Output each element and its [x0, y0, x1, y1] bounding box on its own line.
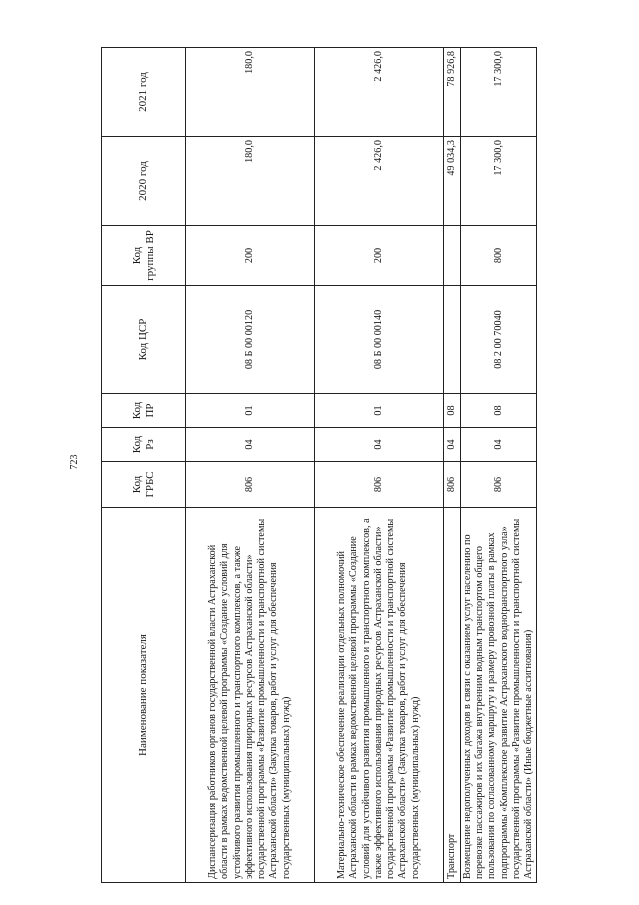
cell-vr [444, 226, 461, 286]
cell-2021: 78 926,8 [444, 48, 461, 137]
cell-name: Транспорт [444, 508, 461, 883]
cell-2020: 180,0 [186, 137, 315, 226]
rotated-table-container [101, 48, 534, 883]
cell-name: Материально-техническое обеспечение реализации отдельных полномочий Астраханской области в рамках ведомственной целевой программы «Создание условий для устойчивого развития промышленного и транспортного комплексов, а также эффективного использования природных ресурсов Астраханской области» государственной программы «Развитие промышленности и транспортной системы Астраханской области» (Закупка товаров, работ и услуг для обеспечения государственных (муниципальных) нужд) [315, 508, 444, 883]
cell-grbs: 806 [444, 462, 461, 508]
cell-2021: 2 426,0 [315, 48, 444, 137]
cell-grbs: 806 [461, 462, 537, 508]
cell-vr: 200 [315, 226, 444, 286]
cell-name: Диспансеризация работников органов государственной власти Астраханской области в рамках ведомственной целевой программы «Создание условий для устойчивого развития промышленного и транспортного комплексов, а также эффективного использования природных ресурсов Астраханской области» государственной программы «Развитие промышленности и транспортной системы Астраханской области» (Закупка товаров, работ и услуг для обеспечения государственных (муниципальных) нужд) [186, 508, 315, 883]
cell-grbs: 806 [315, 462, 444, 508]
cell-2020: 17 300,0 [461, 137, 537, 226]
header-vr: Код группы ВР [102, 226, 186, 286]
table-row [315, 48, 444, 883]
header-grbs: Код ГРБС [102, 462, 186, 508]
cell-rz: 04 [461, 428, 537, 462]
cell-rz: 04 [444, 428, 461, 462]
cell-rz: 04 [186, 428, 315, 462]
table-row [186, 48, 315, 883]
cell-2021: 180,0 [186, 48, 315, 137]
cell-vr: 200 [186, 226, 315, 286]
cell-pr: 08 [444, 394, 461, 428]
cell-csr: 08 2 00 70040 [461, 286, 537, 394]
header-rz: Код Рз [102, 428, 186, 462]
cell-csr [444, 286, 461, 394]
header-pr: Код ПР [102, 394, 186, 428]
cell-pr: 01 [315, 394, 444, 428]
cell-2020: 2 426,0 [315, 137, 444, 226]
cell-name: Возмещение недополученных доходов в связи с оказанием услуг населению по перевозке пассажиров и их багажа внутренним водным транспортом общего пользования по согласованному маршруту и размеру провозной платы в рамках подпрограммы «Комплексное развитие Астраханского водноtранспортного узла» государственной программы «Развитие промышленности и транспортной системы Астраханской области» (Иные бюджетные ассигнования) [461, 508, 537, 883]
cell-pr: 01 [186, 394, 315, 428]
header-2021: 2021 год [102, 48, 186, 137]
header-2020: 2020 год [102, 137, 186, 226]
budget-table [101, 47, 537, 883]
cell-csr: 08 Б 00 00120 [186, 286, 315, 394]
header-csr: Код ЦСР [102, 286, 186, 394]
cell-2020: 49 034,3 [444, 137, 461, 226]
table-row [461, 48, 537, 883]
table-header-row [102, 48, 186, 883]
cell-vr: 800 [461, 226, 537, 286]
table-row [444, 48, 461, 883]
cell-2021: 17 300,0 [461, 48, 537, 137]
cell-rz: 04 [315, 428, 444, 462]
page-number: 723 [69, 454, 80, 470]
cell-pr: 08 [461, 394, 537, 428]
cell-grbs: 806 [186, 462, 315, 508]
header-name: Наименование показателя [102, 508, 186, 883]
cell-csr: 08 Б 00 00140 [315, 286, 444, 394]
